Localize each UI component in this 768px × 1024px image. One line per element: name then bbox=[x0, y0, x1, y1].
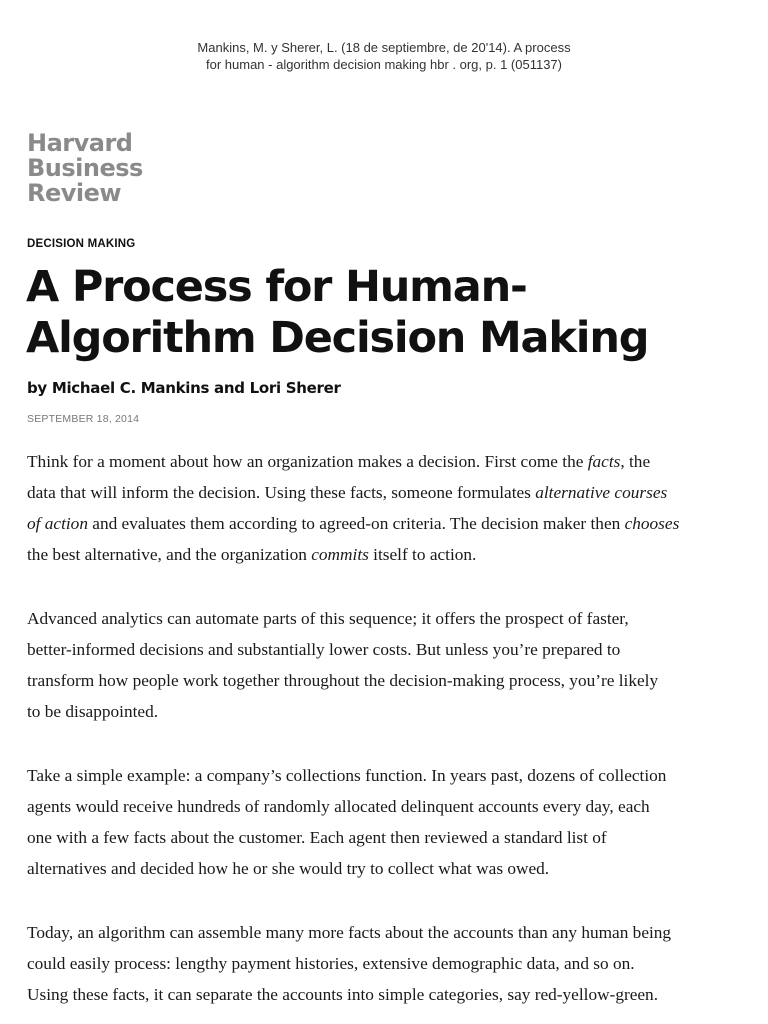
paragraph-line: transform how people work together throughout the decision-making process, you’re likely bbox=[27, 671, 659, 690]
paragraph-line: Using these facts, it can separate the accounts into simple categories, say red-yellow-green. bbox=[27, 985, 659, 1004]
citation-header bbox=[0, 39, 768, 73]
hbr-logo[interactable] bbox=[27, 131, 143, 206]
article-title bbox=[26, 262, 746, 364]
paragraph-line bbox=[27, 446, 747, 477]
italic-term: facts bbox=[587, 452, 621, 471]
paragraph-line: to be disappointed. bbox=[27, 702, 159, 721]
italic-term: chooses bbox=[624, 514, 680, 533]
citation-line: for human - algorithm decision making hbr . org, p. 1 (051137) bbox=[206, 57, 562, 72]
paragraph-line: Today, an algorithm can assemble many more facts about the accounts than any human being bbox=[27, 923, 672, 942]
text-run: the best alternative, and the organization bbox=[27, 545, 312, 564]
paragraph-line bbox=[27, 539, 747, 570]
text-run: data that will inform the decision. Using these facts, someone formulates bbox=[27, 483, 536, 502]
title-line: Algorithm Decision Making bbox=[26, 313, 649, 363]
paragraph-line: agents would receive hundreds of randomly allocated delinquent accounts every day, each bbox=[27, 797, 650, 816]
byline: by Michael C. Mankins and Lori Sherer bbox=[27, 379, 341, 397]
paragraph-line: Advanced analytics can automate parts of this sequence; it offers the prospect of faster, bbox=[27, 609, 629, 628]
citation-line: Mankins, M. y Sherer, L. (18 de septiembre, de 20'14). A process bbox=[197, 40, 571, 55]
text-run: , the bbox=[620, 452, 651, 471]
italic-term: commits bbox=[311, 545, 369, 564]
logo-line: Business bbox=[27, 154, 143, 182]
paragraph-line: better-informed decisions and substantially lower costs. But unless you’re prepared to bbox=[27, 640, 621, 659]
logo-line: Review bbox=[27, 179, 122, 207]
paragraph-line: one with a few facts about the customer. Each agent then reviewed a standard list of bbox=[27, 828, 607, 847]
topic-link[interactable]: DECISION MAKING bbox=[27, 238, 136, 250]
article-paragraph bbox=[27, 446, 747, 570]
paragraph-line: could easily process: lengthy payment histories, extensive demographic data, and so on. bbox=[27, 954, 635, 973]
text-run: itself to action. bbox=[368, 545, 477, 564]
article-paragraph bbox=[27, 760, 747, 884]
italic-term: of action bbox=[27, 514, 88, 533]
paragraph-line: Take a simple example: a company’s collections function. In years past, dozens of collection bbox=[27, 766, 667, 785]
publish-date: SEPTEMBER 18, 2014 bbox=[27, 413, 140, 425]
paragraph-line bbox=[27, 477, 747, 508]
italic-term: alternative courses bbox=[535, 483, 668, 502]
logo-line: Harvard bbox=[27, 129, 133, 157]
article-paragraph bbox=[27, 603, 747, 727]
article-paragraph bbox=[27, 917, 747, 1010]
text-run: Think for a moment about how an organization makes a decision. First come the bbox=[27, 452, 588, 471]
paragraph-line bbox=[27, 508, 747, 539]
title-line: A Process for Human- bbox=[26, 262, 527, 312]
paragraph-line: alternatives and decided how he or she would try to collect what was owed. bbox=[27, 859, 550, 878]
text-run: and evaluates them according to agreed-on criteria. The decision maker then bbox=[87, 514, 625, 533]
